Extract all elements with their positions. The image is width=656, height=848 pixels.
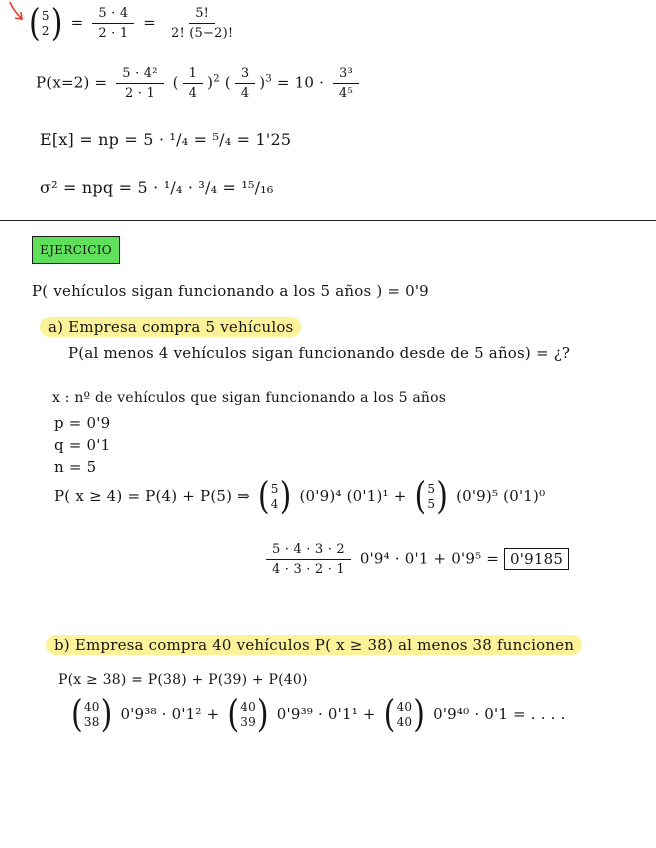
fraction-result: $\frac{\text{3³}}{\text{4⁵}}$ [333,66,359,101]
binom-5-2: ( 5 2 ) [29,1,63,45]
probability-x2-line: P(x=2) = $\frac{\text{5 · 4²}}{2 \cdot 1}$ ( $\frac{1}{4}$ )$^2$ ( $\frac{3}{4}$ )$^3$ = 10 · $\frac{\text{3³}}{\text{4⁵}}$ [36,66,363,101]
part-b-sum: P(x ≥ 38) = P(38) + P(39) + P(40) [58,672,308,688]
part-a-question: P(al menos 4 vehículos sigan funcionando desde de 5 años) = ¿? [68,344,571,362]
fraction-5x4-over-2x1: $\frac{5 \cdot 4}{2 \cdot 1}$ [92,6,134,41]
param-q: q = 0'1 [54,436,111,454]
variance-line: σ² = npq = 5 · ¹/₄ · ³/₄ = ¹⁵/₁₆ [40,178,274,197]
final-result-box: 0'9185 [504,548,569,570]
binom-40-40: ( 40 40 ) [383,692,426,737]
fraction-coef: $\frac{\text{5 · 4²}}{2 \cdot 1}$ [116,66,163,101]
fraction-coef-5-4: $\frac{5 \cdot 4 \cdot 3 \cdot 2}{4 \cdot 3 \cdot 2 \cdot 1}$ [266,542,351,577]
problem-statement: P( vehículos sigan funcionando a los 5 años ) = 0'9 [32,282,429,300]
red-arrow-mark [6,0,28,26]
binomial-expansion-line: ( 5 2 ) = $\frac{5 \cdot 4}{2 \cdot 1}$ = $\frac{5!}{2! (5-2)!}$ [26,6,243,41]
section-divider [0,220,656,221]
binom-5-4: ( 5 4 ) [257,474,292,519]
fraction-quarter: $\frac{1}{4}$ [183,66,203,101]
expectation-line: E[x] = np = 5 · ¹/₄ = ⁵/₄ = 1'25 [40,130,292,149]
binom-40-38: ( 40 38 ) [71,692,113,737]
part-b-title: b) Empresa compra 40 vehículos P( x ≥ 38) al menos 38 funcionen [46,636,582,654]
fraction-three-quarters: $\frac{3}{4}$ [235,66,255,101]
binom-40-39: ( 40 39 ) [227,692,269,737]
param-p: p = 0'9 [54,414,111,432]
part-b-expansion: ( 40 38 ) 0'9³⁸ · 0'1² + ( 40 39 ) 0'9³⁹ · 0'1¹ + ( 40 40 ) 0'9⁴⁰ · 0'1 = . . . . [71,692,566,737]
ejercicio-badge: EJERCICIO [32,236,120,264]
binom-5-5: ( 5 5 ) [414,474,449,519]
part-a-result-line: $\frac{5 \cdot 4 \cdot 3 \cdot 2}{4 \cdot 3 \cdot 2 \cdot 1}$ 0'9⁴ · 0'1 + 0'9⁵ = 0'9185 [262,542,569,577]
param-n: n = 5 [54,458,97,476]
fraction-factorial: $\frac{5!}{2! (5-2)!}$ [171,6,234,41]
part-a-title: a) Empresa compra 5 vehículos [40,318,301,336]
variable-definition: x : nº de vehículos que sigan funcionando a los 5 años [52,390,447,406]
part-a-calculation: P( x ≥ 4) = P(4) + P(5) ⇒ ( 5 4 ) (0'9)⁴ (0'1)¹ + ( 5 5 ) (0'9)⁵ (0'1)⁰ [54,474,546,519]
